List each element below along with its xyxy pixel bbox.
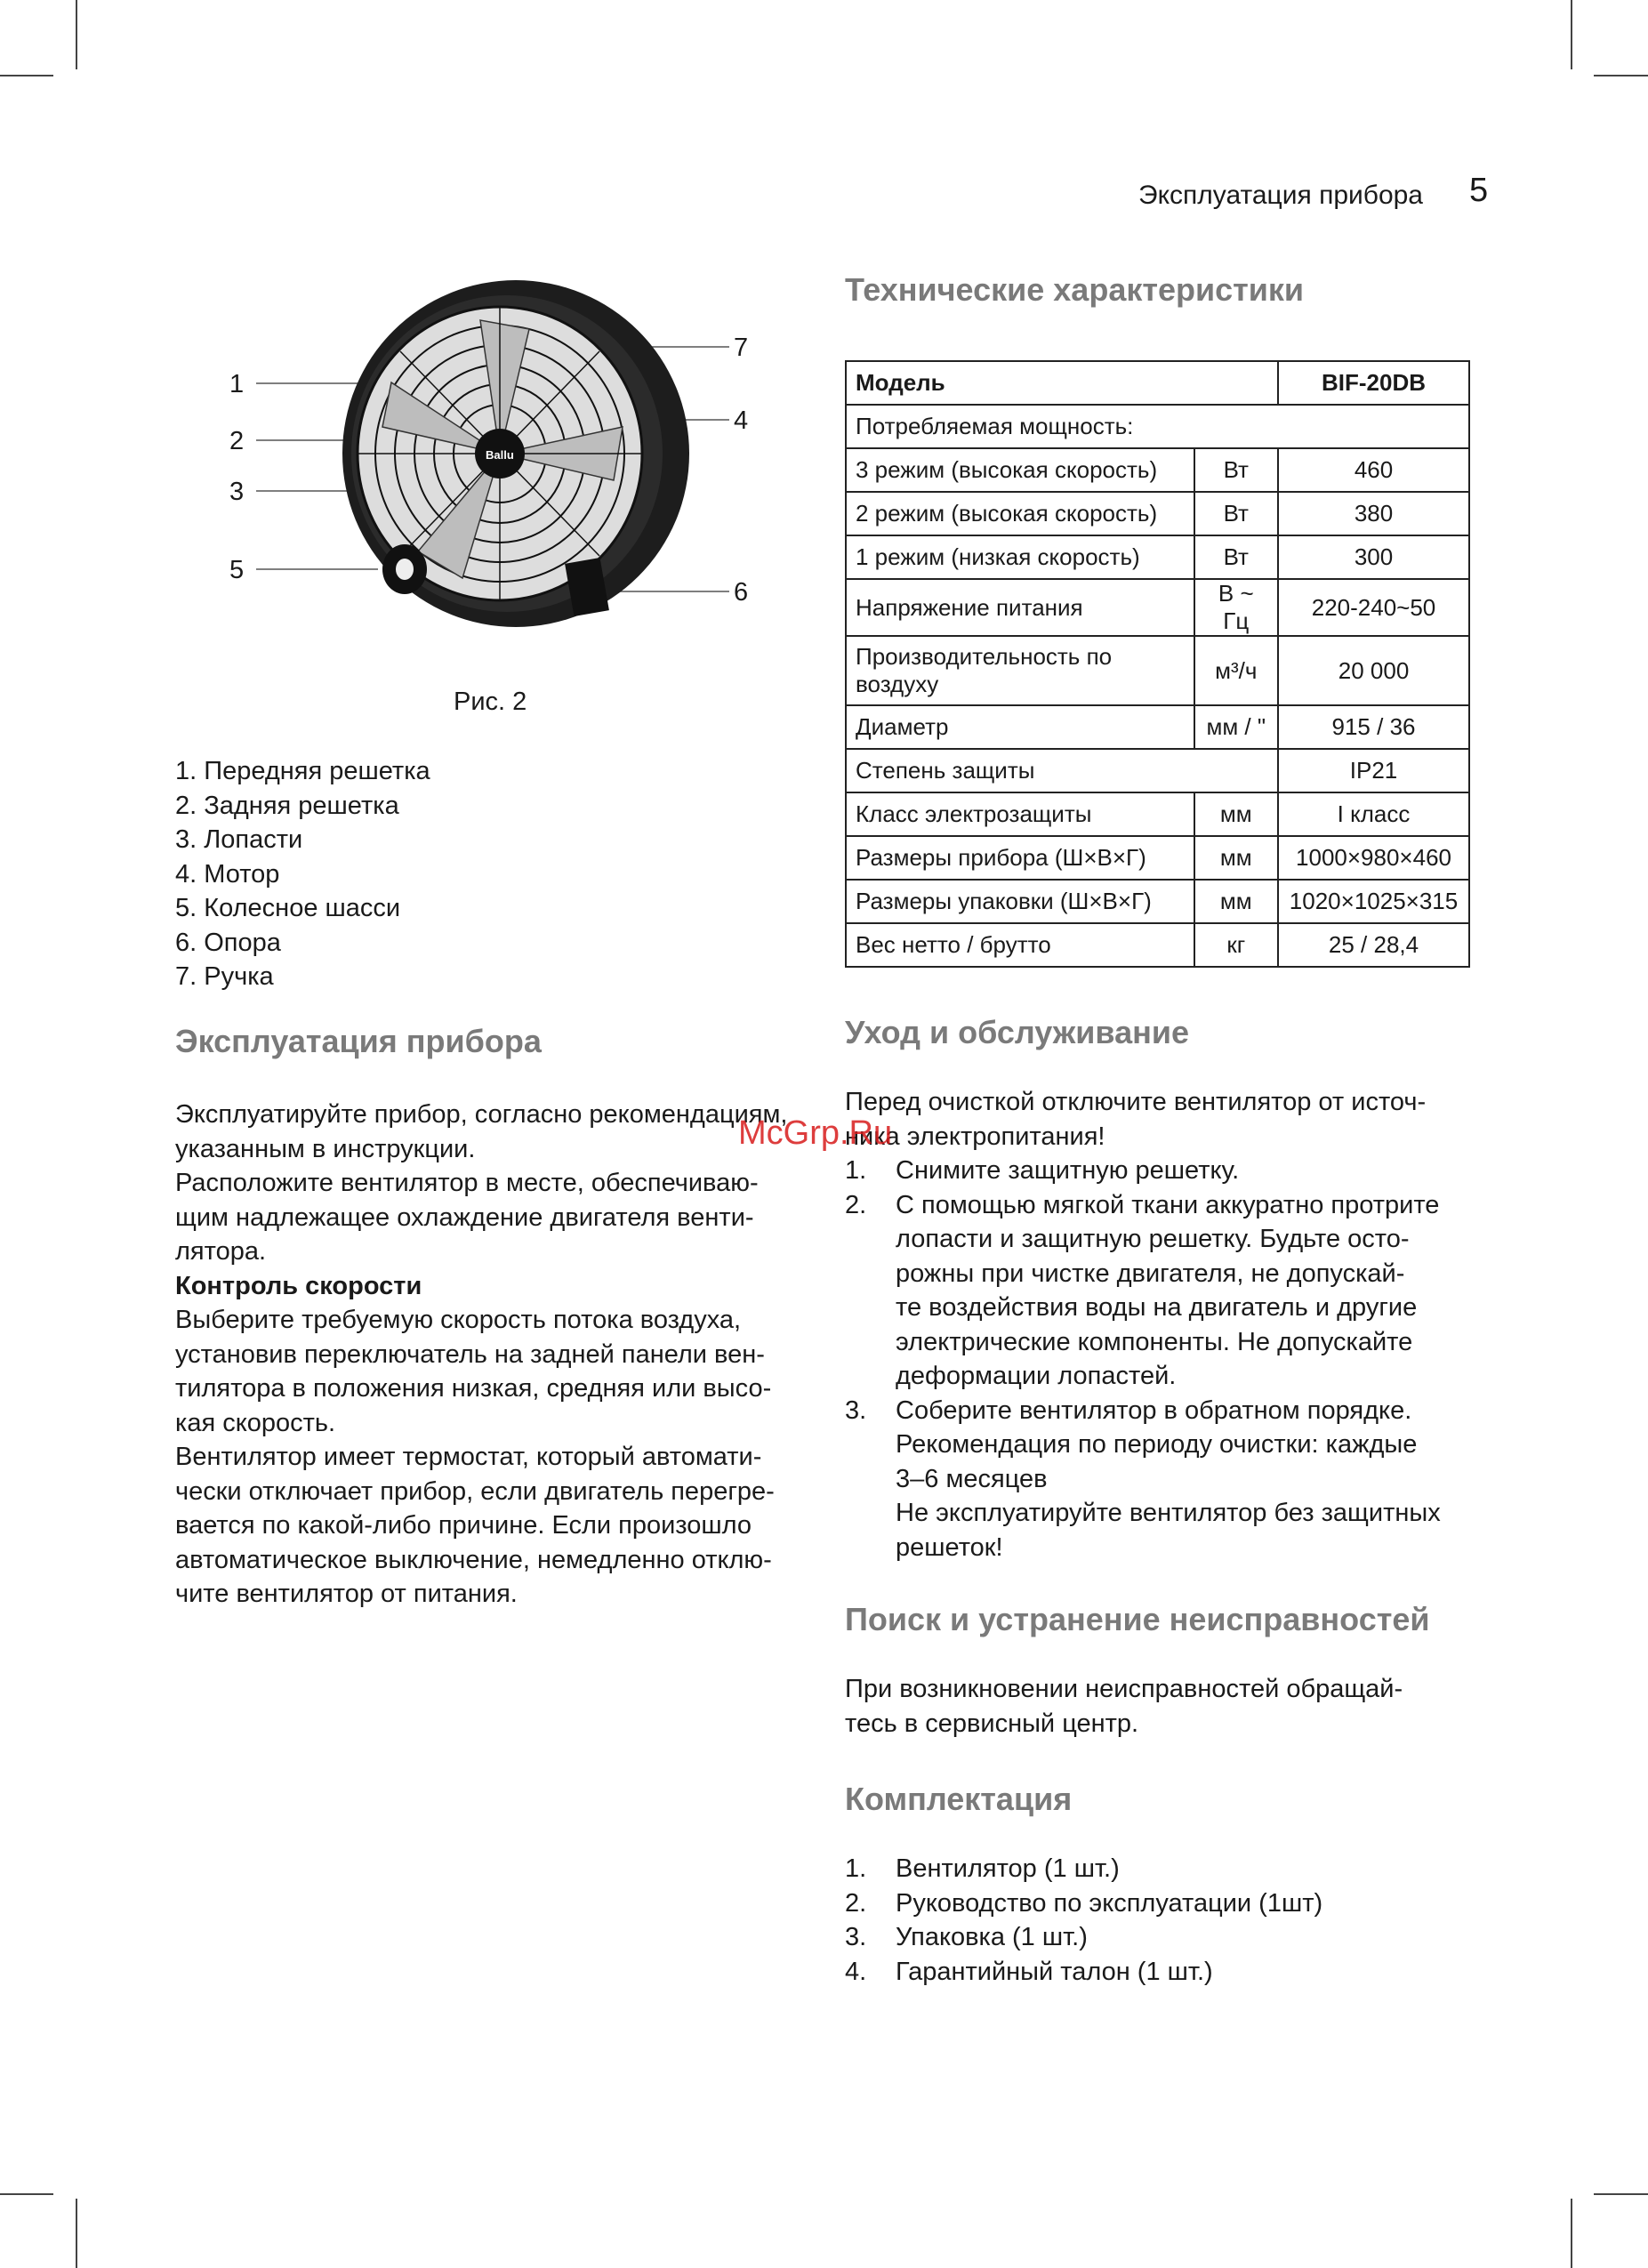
list-item: 4. Мотор — [175, 859, 280, 889]
crop-mark — [0, 2193, 53, 2195]
list-item: 3. Соберите вентилятор в обратном порядке. Рекомендация по периоду очистки: каждые 3–6 месяцев Не эксплуатируйте вентилятор без защитных решеток! — [845, 1395, 1441, 1562]
section-heading: Поиск и устранение неисправностей — [845, 1601, 1430, 1637]
svg-text:3: 3 — [229, 478, 245, 506]
figure-caption: Рис. 2 — [454, 688, 527, 716]
section-heading: Технические характеристики — [845, 271, 1305, 308]
crop-mark — [1594, 2193, 1648, 2195]
page-number: 5 — [1469, 172, 1489, 209]
paragraph: Эксплуатируйте прибор, согласно рекомендациям, указанным в инструкции. Расположите вентилятор в месте, обеспечиваю- щим надлежащее охлаждение двигателя венти- лятора. Контроль скорости Выберите требуемую скорость потока воздуха, установив переключатель на задней панели вен- тилятора в положения низкая, средняя или высо- кая скорость. Вентилятор имеет термостат, который автомати- чески отключает прибор, если двигатель перегре- вается по какой-либо причине. Если произошло автоматическое выключение, немедленно отклю- чите вентилятор от питания. — [175, 1098, 800, 1612]
list-item: 5. Колесное шасси — [175, 894, 401, 922]
table-row: 3 режим (высокая скорость) Вт 460 — [846, 448, 1469, 492]
spec-table — [845, 360, 1470, 968]
table-row: Размеры прибора (Ш×В×Г) мм 1000×980×460 — [846, 836, 1469, 880]
list-item: 1. Снимите защитную решетку. — [845, 1156, 1240, 1185]
list-item: 3. Лопасти — [175, 825, 303, 854]
section-heading: Эксплуатация прибора — [175, 1023, 542, 1059]
paragraph: Перед очисткой отключите вентилятор от источ- ника электропитания! — [845, 1088, 1427, 1151]
paragraph: При возникновении неисправностей обращай- тесь в сервисный центр. — [845, 1675, 1403, 1738]
svg-text:5: 5 — [229, 556, 245, 584]
list-item: 4. Гарантийный талон (1 шт.) — [845, 1957, 1213, 1986]
table-row: Напряжение питания В ~ Гц 220-240~50 — [846, 579, 1469, 636]
crop-mark — [76, 2199, 77, 2268]
subheading: Контроль скорости — [175, 1271, 422, 1300]
svg-text:4: 4 — [734, 406, 749, 435]
list-item: 2. Задняя решетка — [175, 791, 399, 820]
kit-list — [845, 1852, 1470, 1989]
svg-text:6: 6 — [734, 578, 749, 607]
running-header: Эксплуатация прибора — [1138, 181, 1423, 210]
table-row: 2 режим (высокая скорость) Вт 380 — [846, 492, 1469, 535]
table-row: Модель BIF-20DB — [846, 361, 1469, 405]
list-item: 6. Опора — [175, 928, 281, 957]
section-heading: Уход и обслуживание — [845, 1014, 1189, 1050]
crop-mark — [1571, 0, 1572, 69]
svg-text:7: 7 — [734, 334, 749, 362]
list-item: 2. С помощью мягкой ткани аккуратно протрите лопасти и защитную решетку. Будьте осто- рожны при чистке двигателя, не допускай- те воздействия воды на двигатель и другие электрические компоненты. Не допускайте деформации лопастей. — [845, 1190, 1440, 1390]
table-row: Степень защиты IP21 — [846, 749, 1469, 792]
list-item: 1. Вентилятор (1 шт.) — [845, 1854, 1120, 1883]
svg-text:Ballu: Ballu — [486, 448, 514, 462]
list-item: 1. Передняя решетка — [175, 757, 430, 785]
fan-illustration — [213, 267, 783, 640]
crop-mark — [0, 75, 53, 76]
svg-text:2: 2 — [229, 427, 245, 455]
table-row: Производительность по воздуху м³/ч 20 000 — [846, 636, 1469, 705]
crop-mark — [1594, 75, 1648, 76]
watermark: McGrp.Ru — [738, 1114, 893, 1152]
table-row: Вес нетто / брутто кг 25 / 28,4 — [846, 923, 1469, 967]
parts-list — [175, 754, 430, 994]
table-row: Класс электрозащиты мм I класс — [846, 792, 1469, 836]
svg-text:1: 1 — [229, 370, 245, 398]
list-item: 2. Руководство по эксплуатации (1шт) — [845, 1888, 1323, 1918]
table-row: 1 режим (низкая скорость) Вт 300 — [846, 535, 1469, 579]
list-item: 7. Ручка — [175, 962, 274, 991]
table-row: Диаметр мм / " 915 / 36 — [846, 705, 1469, 749]
table-row: Размеры упаковки (Ш×В×Г) мм 1020×1025×315 — [846, 880, 1469, 923]
table-row: Потребляемая мощность: — [846, 405, 1469, 448]
crop-mark — [1571, 2199, 1572, 2268]
list-item: 3. Упаковка (1 шт.) — [845, 1923, 1088, 1951]
care-steps — [845, 1154, 1470, 1564]
section-heading: Комплектация — [845, 1781, 1073, 1817]
crop-mark — [76, 0, 77, 69]
